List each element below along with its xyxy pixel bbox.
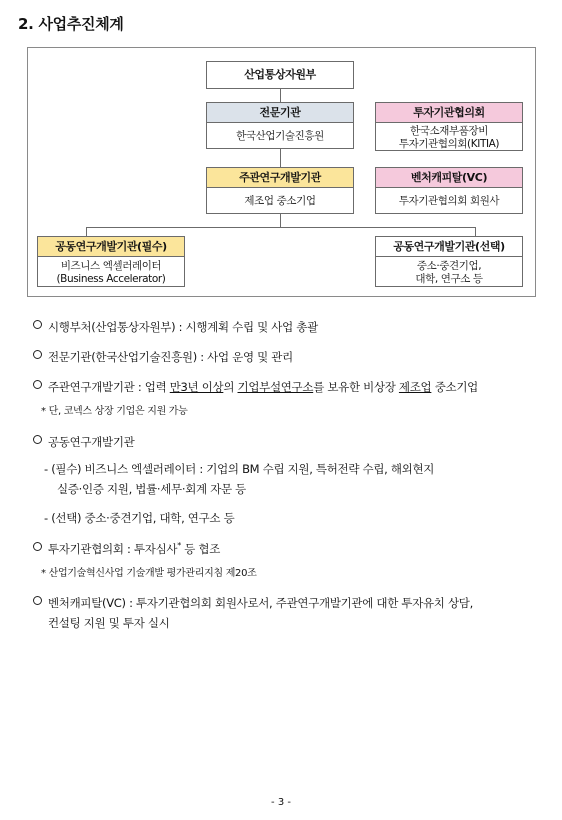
text-part: 중소기업 [431, 380, 478, 394]
list-item-vc-line2 [33, 615, 170, 631]
agency-box [206, 102, 354, 149]
text-part: 등 협조 [180, 542, 221, 556]
joint-required-body-line2: (Business Accelerator) [56, 273, 166, 285]
joint-required-box [37, 236, 185, 287]
list-item-text: 공동연구개발기관 [48, 435, 135, 449]
text-part: 의 [223, 380, 238, 394]
joint-required-header: 공동연구개발기관(필수) [38, 237, 184, 257]
connector-line [280, 88, 281, 102]
joint-optional-header: 공동연구개발기관(선택) [376, 237, 522, 257]
vc-header: 벤처캐피탈(VC) [376, 168, 522, 188]
list-item-joint [33, 434, 134, 450]
investor-council-body-line2: 투자기관협의회(KITIA) [398, 138, 500, 150]
page-number: - 3 - [271, 797, 291, 808]
circle-bullet-icon [33, 380, 42, 389]
joint-optional-body [376, 257, 522, 286]
connector-line [475, 227, 476, 236]
investor-council-box [375, 102, 523, 151]
section-heading: 2. 사업추진체계 [18, 15, 124, 33]
footnote-marker: * [177, 541, 181, 551]
list-item-ministry [33, 319, 318, 335]
list-item-vc [33, 595, 473, 611]
circle-bullet-icon [33, 320, 42, 329]
list-item-text [33, 380, 478, 394]
agency-body: 한국산업기술진흥원 [236, 130, 324, 142]
list-item-text: 벤처캐피탈(VC) : 투자기관협의회 회원사로서, 주관연구개발기관에 대한 투자유치 상담, [48, 596, 473, 610]
circle-bullet-icon [33, 435, 42, 444]
circle-bullet-icon [33, 596, 42, 605]
investor-council-header: 투자기관협의회 [376, 103, 522, 123]
investor-council-body-line1: 한국소재부품장비 [410, 125, 488, 137]
list-item-text: 전문기관(한국산업기술진흥원) : 사업 운영 및 관리 [48, 350, 293, 364]
list-item-agency [33, 349, 293, 365]
joint-required-body [38, 257, 184, 286]
lead-institution-header: 주관연구개발기관 [207, 168, 353, 188]
underlined-text: 제조업 [398, 380, 432, 394]
list-item-lead [33, 379, 478, 395]
investor-council-body [376, 123, 522, 151]
sub-item-optional: - (선택) 중소·중견기업, 대학, 연구소 등 [44, 511, 235, 525]
joint-optional-body-line1: 중소·중견기업, [416, 260, 482, 272]
vc-box [375, 167, 523, 214]
text-part: 를 보유한 비상장 [313, 380, 399, 394]
list-item-text [33, 542, 220, 556]
connector-line [86, 227, 87, 236]
joint-required-body-line1: 비즈니스 엑셀러레이터 [60, 260, 162, 272]
underlined-text: 기업부설연구소 [237, 380, 314, 394]
sub-item-required-line1: - (필수) 비즈니스 엑셀러레이터 : 기업의 BM 수립 지원, 특허전략 수립, 해외현지 [44, 462, 435, 476]
circle-bullet-icon [33, 350, 42, 359]
list-item-text: 컨설팅 지원 및 투자 실시 [48, 616, 170, 630]
underlined-text: 만3년 이상 [169, 380, 224, 394]
text-part: 주관연구개발기관 : 업력 [48, 380, 170, 394]
connector-line [280, 214, 281, 227]
joint-optional-box [375, 236, 523, 287]
lead-institution-body: 제조업 중소기업 [244, 195, 316, 207]
connector-line [280, 149, 281, 167]
lead-institution-box [206, 167, 354, 214]
sub-item-required-line2: 실증·인증 지원, 법률·세무·회계 자문 등 [57, 482, 246, 496]
text-part: 투자기관협의회 : 투자심사 [48, 542, 178, 556]
joint-optional-body-line2: 대학, 연구소 등 [415, 273, 483, 285]
footnote-guideline: * 산업기술혁신사업 기술개발 평가관리지침 제20조 [41, 568, 257, 579]
connector-line [86, 227, 475, 228]
agency-header: 전문기관 [207, 103, 353, 123]
ministry-box [206, 61, 354, 89]
footnote-kosdaq: * 단, 코넥스 상장 기업은 지원 가능 [41, 406, 188, 417]
ministry-label: 산업통상자원부 [244, 68, 316, 81]
list-item-investor [33, 541, 220, 557]
list-item-text: 시행부처(산업통상자원부) : 시행계획 수립 및 사업 총괄 [48, 320, 318, 334]
circle-bullet-icon [33, 542, 42, 551]
vc-body: 투자기관협의회 회원사 [398, 195, 500, 207]
